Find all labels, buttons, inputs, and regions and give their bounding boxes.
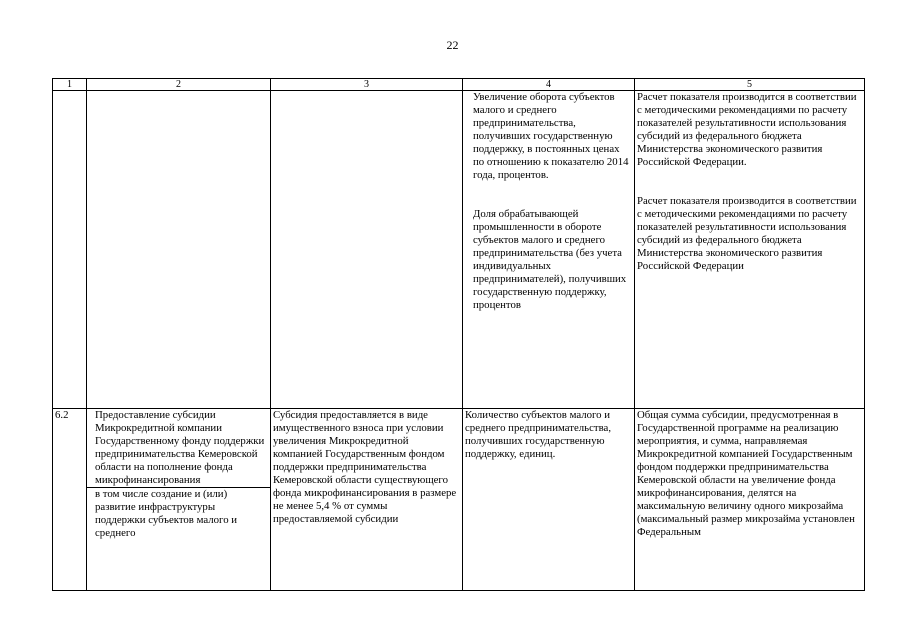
- header-row: [53, 79, 865, 91]
- program-table: [52, 78, 865, 591]
- row2-measure-cell: [87, 409, 271, 591]
- header-cell-4: 4: [463, 79, 635, 91]
- row1-method-cell: [635, 91, 865, 409]
- method-text-1: Расчет показателя производится в соответствии с методическими рекомендациями по расчету показателей результативности использования субсидий из федерального бюджета Министерства экономического развития Российской Федерации.: [637, 91, 857, 168]
- row1-measure-cell: [87, 91, 271, 409]
- table-row: [53, 409, 865, 591]
- indicator-manufacturing-share: Доля обрабатывающей промышленности в обороте субъектов малого и среднего предпринимательства (без учета индивидуальных предпринимателей), получивших государственную поддержку, процентов: [473, 208, 627, 311]
- indicator-count-text: Количество субъектов малого и среднего предпринимательства, получивших государственную поддержку, единиц.: [465, 409, 612, 460]
- row2-num-cell: 6.2: [53, 409, 87, 591]
- conditions-text: Субсидия предоставляется в виде имущественного взноса при условии увеличения Микрокредитной компанией Государственным фондом поддержки предпринимательства Кемеровской области существующего фонда микрофинансирования в размере не менее 5,4 % от суммы предоставляемой субсидии: [273, 409, 457, 525]
- page-number: 22: [446, 38, 459, 52]
- row1-conditions-cell: [271, 91, 463, 409]
- measure-text: Предоставление субсидии Микрокредитной компании Государственному фонду поддержки предпринимательства Кемеровской области на пополнение фонда микрофинансирования: [95, 409, 265, 486]
- header-cell-5: 5: [635, 79, 865, 91]
- table-row: [53, 91, 865, 409]
- header-cell-1: 1: [53, 79, 87, 91]
- header-cell-3: 3: [271, 79, 463, 91]
- indicator-turnover-growth: Увеличение оборота субъектов малого и среднего предпринимательства, получивших государственную поддержку, в постоянных ценах по отношению к показателю 2014 года, процентов.: [473, 91, 629, 181]
- row2-indicator-cell: [463, 409, 635, 591]
- row2-method-cell: [635, 409, 865, 591]
- row1-num-cell: [53, 91, 87, 409]
- measure-subtext: в том числе создание и (или) развитие инфраструктуры поддержки субъектов малого и среднего: [87, 487, 270, 540]
- row1-indicator-cell: [463, 91, 635, 409]
- method-text-2: Расчет показателя производится в соответствии с методическими рекомендациями по расчету показателей результативности использования субсидий из федерального бюджета Министерства экономического развития Российской Федерации: [637, 195, 857, 272]
- header-cell-2: 2: [87, 79, 271, 91]
- row2-conditions-cell: [271, 409, 463, 591]
- method-text-3: Общая сумма субсидии, предусмотренная в Государственной программе на реализацию мероприятия, и сумма, направляемая Микрокредитной компанией Государственным фондом поддержки предпринимательства Кемеровской области на увеличение фонда микрофинансирования, делятся на максимальную величину одного микрозайма (максимальный размер микрозайма установлен Федеральным: [637, 409, 855, 538]
